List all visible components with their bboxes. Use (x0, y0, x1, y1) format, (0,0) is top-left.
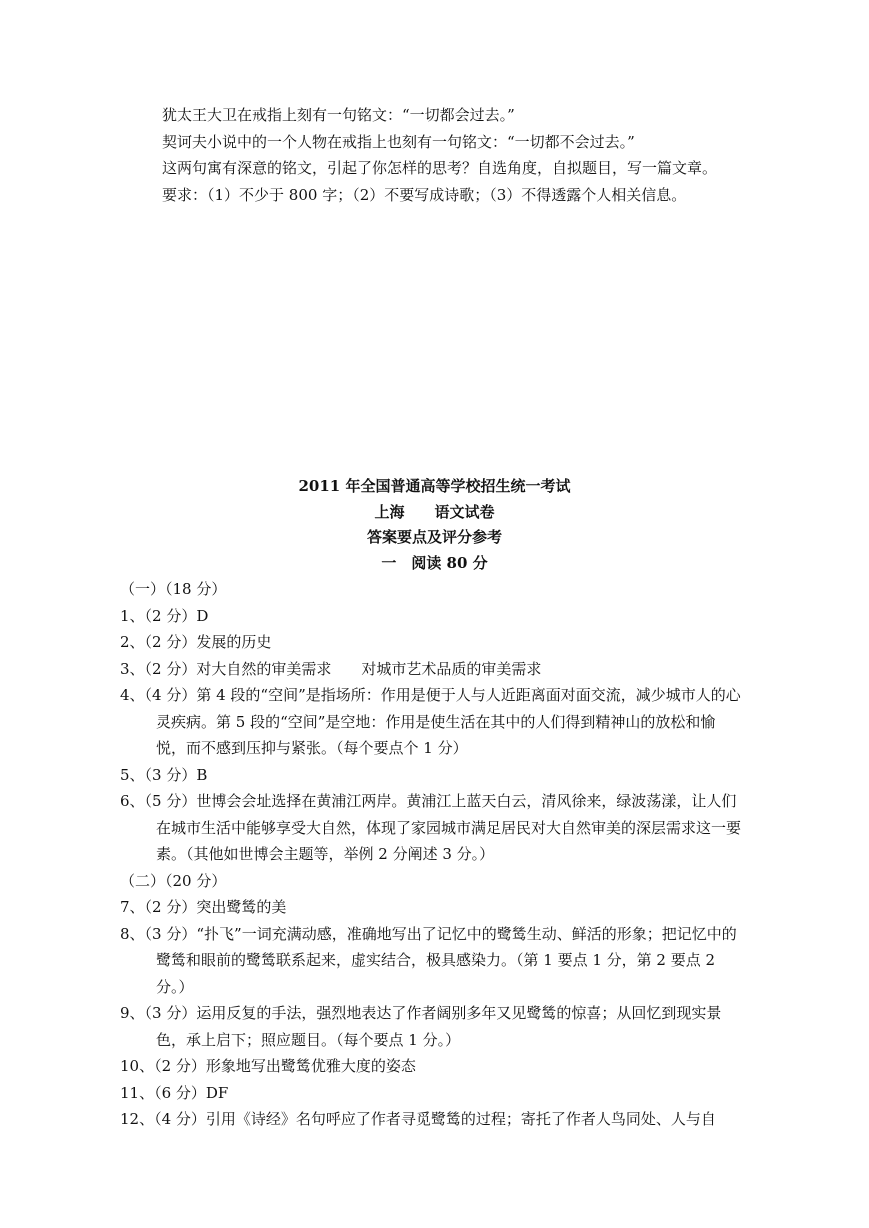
prompt-line-3: 这两句寓有深意的铭文，引起了你怎样的思考？自选角度，自拟题目，写一篇文章。 (162, 159, 718, 177)
answer-item-6: 6、（5 分）世博会会址选择在黄浦江两岸。黄浦江上蓝天白云，清风徐来，绿波荡漾，让人们在城市生活中能够享受大自然，体现了家园城市满足居民对大自然审美的深层需求这一要素。（其他如世博会主题等，举例 2 分阐述 3 分。） (120, 792, 742, 863)
answer-item-7: 7、（2 分）突出鹭鸶的美 (120, 898, 287, 916)
prompt-line-1: 犹太王大卫在戒指上刻有一句铭文：“一切都会过去。” (162, 106, 515, 124)
exam-title: 2011 年全国普通高等学校招生统一考试 (298, 477, 571, 495)
prompt-line-4: 要求：（1）不少于 800 字；（2）不要写成诗歌；（3）不得透露个人相关信息。 (162, 185, 687, 204)
part-heading: 一 阅读 80 分 (381, 553, 488, 572)
answer-item-8: 8、（3 分）“扑飞”一词充满动感，准确地写出了记忆中的鹭鸶生动、鲜活的形象；把记忆中的鹭鸶和眼前的鹭鸶联系起来，虚实结合，极具感染力。（第 1 要点 1 分，第 2 要点 2 分。） (120, 924, 737, 996)
section-heading-1: （一）（18 分） (120, 580, 227, 598)
answer-item-2: 2、（2 分）发展的历史 (120, 633, 272, 651)
section-heading-2: （二）（20 分） (120, 871, 227, 890)
answer-item-4: 4、（4 分）第 4 段的“空间”是指场所：作用是便于人与人近距离面对面交流，减少城市人的心灵疾病。第 5 段的“空间”是空地：作用是使生活在其中的人们得到精神山的放松和愉悦，而不感到压抑与紧张。（每个要点个 1 分） (120, 686, 741, 757)
answer-item-1: 1、（2 分）D (120, 606, 209, 625)
answer-item-3: 3、（2 分）对大自然的审美需求 对城市艺术品质的审美需求 (120, 659, 542, 678)
answer-list (120, 576, 745, 1133)
essay-prompt (162, 102, 802, 208)
prompt-line-2: 契诃夫小说中的一个人物在戒指上也刻有一句铭文：“一切都不会过去。” (162, 132, 635, 151)
answer-item-12: 12、（4 分）引用《诗经》名句呼应了作者寻觅鹭鸶的过程；寄托了作者人鸟同处、人与自 (120, 1110, 716, 1128)
answer-item-5: 5、（3 分）B (120, 765, 208, 784)
answer-item-11: 11、（6 分）DF (120, 1083, 229, 1102)
answer-key-title: 答案要点及评分参考 (366, 528, 502, 546)
answer-key-header (0, 474, 869, 576)
answer-item-10: 10、（2 分）形象地写出鹭鸶优雅大度的姿态 (120, 1057, 416, 1075)
exam-subtitle: 上海 语文试卷 (374, 502, 495, 521)
answer-item-9: 9、（3 分）运用反复的手法，强烈地表达了作者阔别多年又见鹭鸶的惊喜；从回忆到现实景色，承上启下；照应题目。（每个要点 1 分。） (120, 1004, 722, 1049)
